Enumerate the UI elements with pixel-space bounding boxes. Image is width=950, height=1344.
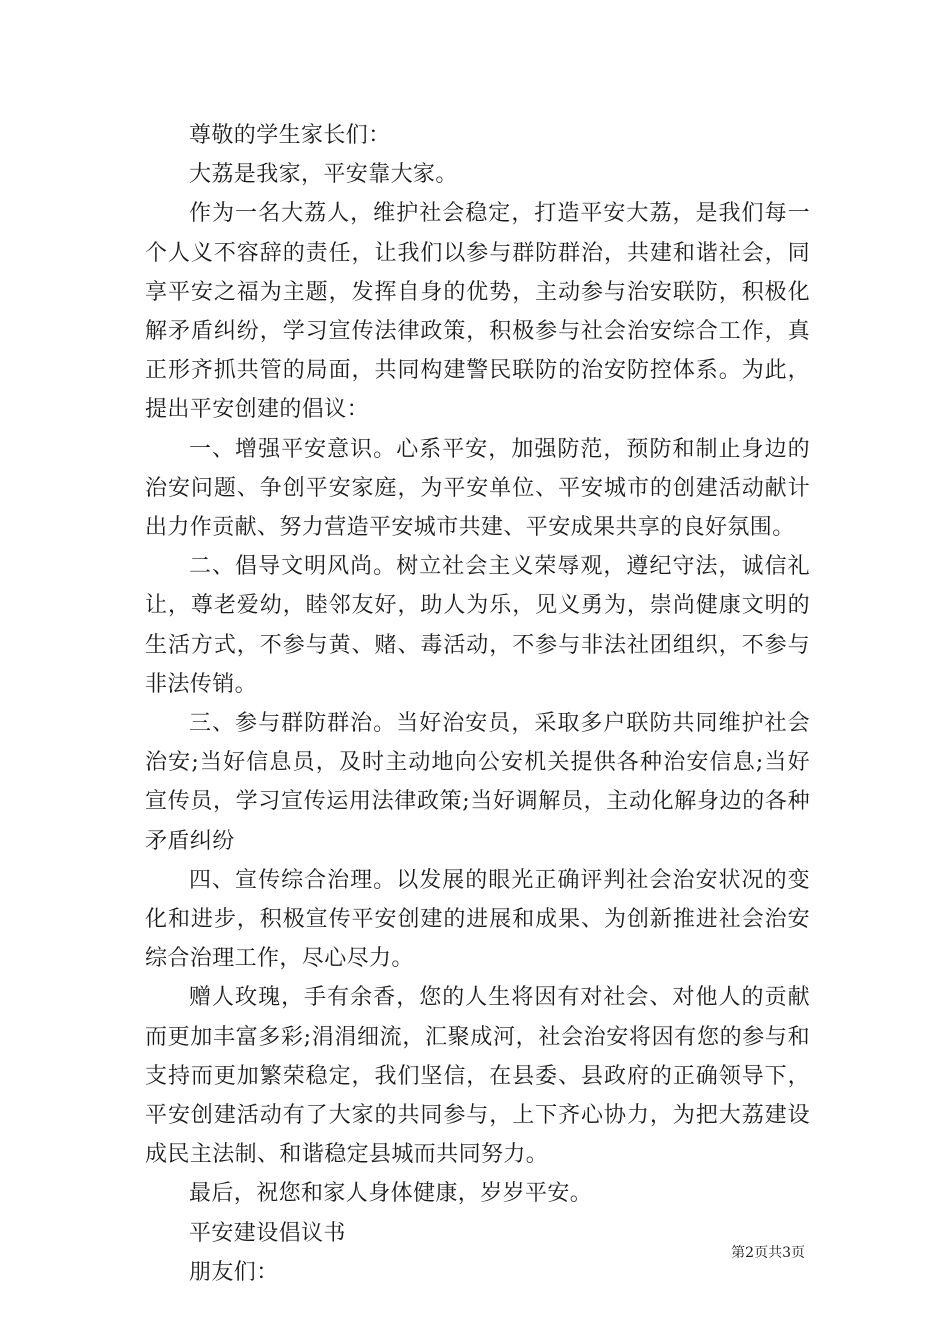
section-title: 平安建设倡议书 bbox=[189, 1220, 346, 1246]
intro-paragraph: 作为一名大荔人，维护社会稳定，打造平安大荔，是我们每一个人义不容辞的责任，让我们以参与群防群治，共建和谐社会，同享平安之福为主题，发挥自身的优势，主动参与治安联防，积极化解矛盾纠纷，学习宣传法律政策，积极参与社会治安综合工作，真正形齐抓共管的局面，共同构建警民联防的治安防控体系。为此，提出平安创建的倡议： bbox=[145, 201, 810, 423]
blessing-paragraph: 最后，祝您和家人身体健康，岁岁平安。 bbox=[189, 1181, 593, 1207]
proposal-item-1: 一、增强平安意识。心系平安，加强防范，预防和制止身边的治安问题、争创平安家庭，为平安单位、平安城市的创建活动献计出力作贡献、努力营造平安城市共建、平安成果共享的良好氛围。 bbox=[145, 436, 810, 541]
proposal-item-3: 三、参与群防群治。当好治安员，采取多户联防共同维护社会治安;当好信息员，及时主动地向公安机关提供各种治安信息;当好宣传员，学习宣传运用法律政策;当好调解员，主动化解身边的各种矛盾纠纷 bbox=[145, 711, 810, 854]
proposal-item-4: 四、宣传综合治理。以发展的眼光正确评判社会治安状况的变化和进步，积极宣传平安创建的进展和成果、为创新推进社会治安综合治理工作，尽心尽力。 bbox=[145, 867, 810, 972]
slogan-paragraph: 大荔是我家，平安靠大家。 bbox=[189, 162, 458, 188]
closing-paragraph: 赠人玫瑰，手有余香，您的人生将因有对社会、对他人的贡献而更加丰富多彩;涓涓细流，汇聚成河，社会治安将因有您的参与和支持而更加繁荣稳定，我们坚信，在县委、县政府的正确领导下，平安创建活动有了大家的共同参与，上下齐心协力，为把大荔建设成民主法制、和谐稳定县城而共同努力。 bbox=[145, 985, 810, 1168]
page-number: 第2页共3页 bbox=[731, 1245, 805, 1261]
second-salutation: 朋友们： bbox=[189, 1259, 279, 1285]
document-body bbox=[145, 116, 810, 1292]
proposal-item-2: 二、倡导文明风尚。树立社会主义荣辱观，遵纪守法，诚信礼让，尊老爱幼，睦邻友好，助人为乐，见义勇为，崇尚健康文明的生活方式，不参与黄、赌、毒活动，不参与非法社团组织，不参与非法传销。 bbox=[145, 554, 810, 697]
salutation: 尊敬的学生家长们： bbox=[189, 123, 391, 148]
